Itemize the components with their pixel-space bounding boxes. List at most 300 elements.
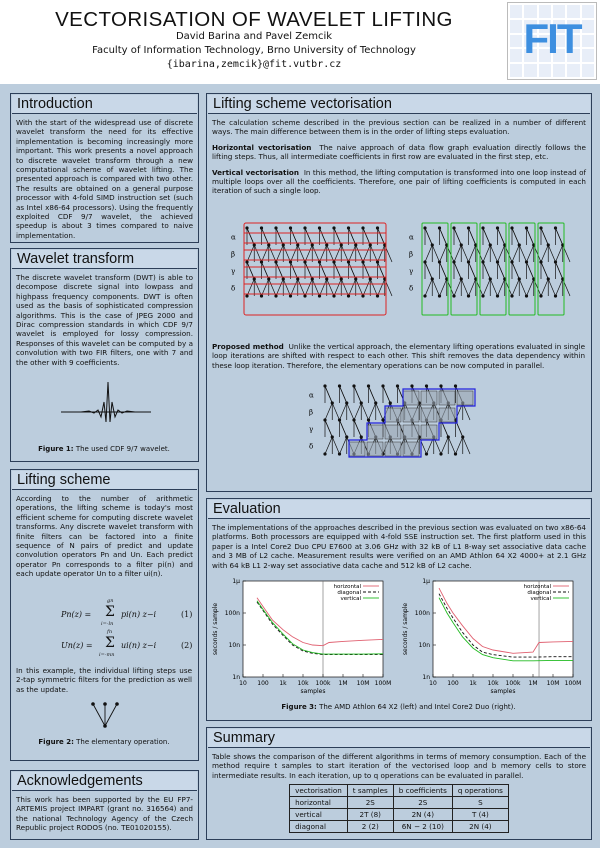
flow-edge (483, 279, 490, 296)
flow-node (431, 277, 434, 280)
table-cell: horizontal (290, 797, 348, 809)
flow-edge (269, 245, 276, 262)
flow-node (554, 260, 557, 263)
proposed-op-cell (457, 391, 473, 405)
flow-edge (276, 228, 283, 245)
flow-edge (276, 262, 283, 279)
flow-edge (325, 403, 332, 420)
flow-edge (454, 279, 461, 296)
flow-node (260, 260, 263, 263)
flow-edge (440, 279, 447, 296)
flow-edge (291, 279, 298, 296)
flow-edge (512, 245, 519, 262)
flow-node (331, 401, 334, 404)
flow-edge (527, 279, 534, 296)
flow-node (367, 384, 370, 387)
proposed-op-cell (439, 408, 455, 422)
flow-node (318, 294, 321, 297)
introduction-section (10, 93, 199, 243)
flow-edge (363, 228, 370, 245)
table-cell: S (452, 797, 508, 809)
flow-edge (370, 279, 377, 296)
figure-2-caption: Figure 2: The elementary operation. (38, 738, 170, 746)
flow-edge (340, 420, 347, 437)
flow-node (389, 401, 392, 404)
step-label: β (231, 250, 236, 259)
flow-edge (334, 228, 341, 245)
flow-node (323, 384, 326, 387)
flow-edge (541, 245, 548, 262)
proposed-op-cell (385, 425, 401, 439)
table-cell: T (4) (452, 809, 508, 821)
wavelet-curve (61, 382, 151, 422)
flow-edge (262, 262, 269, 279)
flow-edge (341, 279, 348, 296)
flow-edge (556, 262, 563, 279)
step-label: γ (409, 267, 414, 276)
wavelet-transform-text: The discrete wavelet transform (DWT) is able to decompose discrete signal into lowpass and highpass frequency components. DWT is often used as the basis of sophisticated compression algorithms. This is the case of JPEG 2000 and Dirac compression standards in which CDF 9/7 wavelet is employed for lossy compression. Responses of this wavelet can be computed by a convolution with two FIR filters, one with 7 and the other with 9 coefficients. (16, 273, 193, 367)
flow-edge (440, 228, 447, 245)
flow-node (525, 260, 528, 263)
chart-amd (209, 575, 395, 695)
flow-edge (370, 245, 377, 262)
flow-edge (305, 279, 312, 296)
table-cell: 2N (4) (452, 821, 508, 833)
flow-node (547, 243, 550, 246)
flow-node (347, 226, 350, 229)
y-tick-label: 1µ (422, 578, 430, 585)
flow-node (554, 226, 557, 229)
y-axis-label: seconds / sample (402, 602, 409, 656)
flow-edge (425, 279, 432, 296)
legend-label: vertical (530, 596, 551, 602)
flow-node (438, 226, 441, 229)
flow-node (369, 277, 372, 280)
horizontal-vectorisation-para: Horizontal vectorisation The naive approach of data flow graph evaluation directly follows the lifting steps. Thus, all intermediate coefficients in first row are evaluated in the first step, etc. (212, 142, 586, 162)
table-header: vectorisation (290, 785, 348, 797)
flow-edge (312, 279, 319, 296)
flow-edge (363, 245, 370, 262)
flow-edge (247, 228, 254, 245)
flow-edge (483, 228, 490, 245)
flow-node (267, 243, 270, 246)
introduction-heading: Introduction (12, 95, 197, 114)
summary-heading: Summary (208, 729, 590, 748)
flow-edge (378, 262, 385, 279)
flow-edge (305, 245, 312, 262)
lifting-scheme-text-2: In this example, the individual lifting steps use 2-tap symmetric filters for the prediction as well as the update. (16, 666, 192, 694)
flow-node (525, 294, 528, 297)
flow-node (260, 294, 263, 297)
flow-edge (340, 437, 347, 454)
flow-edge (262, 228, 269, 245)
vertical-iteration-box (422, 223, 448, 315)
flow-node (331, 435, 334, 438)
flow-edge (254, 279, 261, 296)
acknowledgements-section (10, 770, 199, 840)
flow-node (452, 294, 455, 297)
table-row (290, 809, 509, 821)
flow-edge (283, 279, 290, 296)
flow-edge (354, 420, 361, 437)
equation-1: Pn(z) = gn Σ i=-ln pi(n) z−i (1) (61, 598, 193, 627)
flow-node (345, 435, 348, 438)
vertical-iteration-box (480, 223, 506, 315)
step-label: γ (309, 425, 314, 434)
flow-node (510, 226, 513, 229)
flow-node (360, 435, 363, 438)
flow-edge (305, 262, 312, 279)
table-cell: 2T (8) (347, 809, 393, 821)
flow-edge (519, 279, 526, 296)
flow-node (274, 294, 277, 297)
flow-edge (340, 403, 347, 420)
flow-node (438, 260, 441, 263)
flow-node (447, 435, 450, 438)
flow-edge (356, 245, 363, 262)
flow-node (260, 226, 263, 229)
x-tick-label: 1k (469, 680, 477, 687)
y-tick-label: 1n (232, 674, 240, 681)
table-header: b coefficients (393, 785, 452, 797)
flow-edge (432, 279, 439, 296)
flow-node (282, 277, 285, 280)
evaluation-heading: Evaluation (208, 500, 590, 519)
flow-node (303, 226, 306, 229)
flow-edge (425, 245, 432, 262)
x-tick-label: 100k (505, 680, 521, 687)
lifting-scheme-section (10, 469, 199, 761)
horizontal-vertical-diagrams (207, 220, 590, 328)
flow-edge (498, 245, 505, 262)
proposed-method-diagram (207, 380, 590, 488)
step-label: δ (409, 284, 414, 293)
step-label: α (231, 233, 236, 242)
legend-label: diagonal (527, 590, 551, 596)
flow-edge (332, 403, 339, 420)
flow-node (345, 401, 348, 404)
y-tick-label: 100n (224, 610, 240, 617)
flow-edge (519, 245, 526, 262)
flow-node (525, 226, 528, 229)
step-label: β (309, 408, 314, 417)
table-cell: 2S (393, 797, 452, 809)
chart-intel (399, 575, 585, 695)
introduction-text: With the start of the widespread use of discrete wavelet transform the need for its effective implementation is becoming increasingly more important. This work presents a novel approach to discrete wavelet transform through a new computational scheme of wavelet lifting. The presented approach is compared with two other. The results are obtained on a general purpose processor with 4-fold SIMD instruction set (such as Intel x86-64 processors). Using the frequently exploited CDF 9/7 wavelet, the achieved speedup is about 3 times compared to naive implementation. (16, 118, 193, 240)
flow-edge (354, 386, 361, 403)
table-header-row (290, 785, 509, 797)
flow-edge (541, 279, 548, 296)
flow-edge (383, 386, 390, 403)
flow-node (461, 435, 464, 438)
proposed-op-cell (403, 425, 419, 439)
flow-node (311, 277, 314, 280)
proposed-op-cell (439, 391, 455, 405)
flow-edge (461, 245, 468, 262)
flow-edge (341, 245, 348, 262)
flow-edge (378, 279, 385, 296)
acknowledgements-text: This work has been supported by the EU FP7-ARTEMIS project IMPART (grant no. 316564) and the national Technology Agency of the Czech Republic project RODOS (no. TE01020155). (16, 795, 193, 833)
flow-edge (512, 262, 519, 279)
flow-node (423, 294, 426, 297)
proposed-op-cell (403, 391, 419, 405)
flow-node (352, 418, 355, 421)
flow-edge (363, 279, 370, 296)
flow-node (352, 384, 355, 387)
flow-node (481, 260, 484, 263)
flow-node (340, 243, 343, 246)
flow-node (460, 243, 463, 246)
flow-node (354, 243, 357, 246)
flow-node (369, 243, 372, 246)
flow-edge (320, 245, 327, 262)
flow-edge (325, 386, 332, 403)
x-tick-label: 100 (257, 680, 269, 687)
table-header: t samples (347, 785, 393, 797)
email: {ibarina,zemcik}@fit.vutbr.cz (166, 59, 342, 70)
vectorisation-intro: The calculation scheme described in the previous section can be realized in a number of different ways. The main difference between them is in the order of lifting steps evaluation. (212, 118, 586, 137)
flow-node (245, 260, 248, 263)
flow-edge (262, 245, 269, 262)
flow-node (376, 294, 379, 297)
table-cell: 2S (347, 797, 393, 809)
flow-node (338, 418, 341, 421)
affiliation: Faculty of Information Technology, Brno University of Technology (92, 45, 416, 56)
flow-edge (320, 262, 327, 279)
flow-node (467, 226, 470, 229)
flow-node (510, 260, 513, 263)
legend-label: vertical (340, 596, 361, 602)
flow-edge (469, 228, 476, 245)
y-tick-label: 10n (418, 642, 430, 649)
flow-edge (327, 279, 334, 296)
proposed-op-cell (403, 442, 419, 456)
flow-edge (498, 262, 505, 279)
lifting-scheme-text: According to the number of arithmetic operations, the lifting scheme is today's most efficient scheme for computing discrete wavelet transforms. Any discrete wavelet transform with finite filters can be factored into a finite sequence of N pairs of predict and update convolution operators Pn and Un. Each predict operator Pn corresponds to a filter pi(n) and each update operator Un to a filter ui(n). (16, 494, 193, 579)
flow-node (318, 226, 321, 229)
x-tick-label: 10k (297, 680, 309, 687)
flow-edge (369, 386, 376, 403)
flow-node (539, 294, 542, 297)
flow-edge (512, 228, 519, 245)
flow-edge (441, 437, 448, 454)
flow-edge (349, 228, 356, 245)
flow-node (332, 260, 335, 263)
flow-node (425, 384, 428, 387)
step-label: α (409, 233, 414, 242)
flow-edge (247, 245, 254, 262)
flow-edge (548, 279, 555, 296)
flow-edge (490, 279, 497, 296)
wavelet-transform-section (10, 248, 199, 462)
flow-node (518, 243, 521, 246)
flow-edge (369, 403, 376, 420)
flow-edge (269, 279, 276, 296)
flow-node (438, 294, 441, 297)
flow-edge (454, 262, 461, 279)
y-axis-label: seconds / sample (212, 602, 219, 656)
table-cell: 6N − 2 (10) (393, 821, 452, 833)
flow-node (282, 243, 285, 246)
flow-edge (356, 279, 363, 296)
flow-node (274, 260, 277, 263)
y-tick-label: 1µ (232, 578, 240, 585)
flow-edge (541, 228, 548, 245)
flow-edge (456, 437, 463, 454)
flow-edge (469, 279, 476, 296)
fit-logo (507, 2, 597, 80)
flow-node (452, 226, 455, 229)
flow-edge (483, 262, 490, 279)
vertical-iteration-box (538, 223, 564, 315)
flow-node (439, 384, 442, 387)
flow-edge (527, 228, 534, 245)
flow-node (454, 452, 457, 455)
flow-node (325, 243, 328, 246)
flow-node (338, 452, 341, 455)
flow-node (318, 260, 321, 263)
table-cell: 2 (2) (347, 821, 393, 833)
x-tick-label: 100M (374, 680, 392, 687)
poster-header (0, 0, 600, 84)
flow-edge (363, 262, 370, 279)
flow-node (245, 226, 248, 229)
vertical-iteration-box (451, 223, 477, 315)
flow-node (423, 226, 426, 229)
flow-node (518, 277, 521, 280)
flow-edge (454, 228, 461, 245)
flow-edge (327, 245, 334, 262)
flow-node (361, 226, 364, 229)
flow-node (489, 277, 492, 280)
table-row (290, 821, 509, 833)
flow-edge (305, 228, 312, 245)
flow-node (539, 260, 542, 263)
evaluation-text: The implementations of the approaches described in the previous section was evaluated on two x86-64 platforms. Both processors are equipped with 4-fold SSE instruction set. The first platform used in this paper is a Intel Core2 Duo CPU E7600 at 3.06 GHz with 32 kB of L1 8-way set associative data cache and 3 MB of L2 cache. Measurement results were verified on an AMD Athlon 64 X2 4000+ at 2.1 GHz with 64 kB L1 2-way set associative data cache and 512 kB of L2 cache. (212, 523, 586, 570)
x-axis-label: samples (490, 688, 516, 695)
flow-edge (448, 437, 455, 454)
flow-edge (276, 245, 283, 262)
evaluation-section (206, 498, 592, 721)
wavelet-transform-heading: Wavelet transform (12, 250, 197, 269)
flow-node (496, 226, 499, 229)
flow-edge (378, 228, 385, 245)
flow-edge (312, 245, 319, 262)
vectorisation-section (206, 93, 592, 492)
flow-edge (298, 245, 305, 262)
x-tick-label: 10 (429, 680, 437, 687)
flow-node (267, 277, 270, 280)
flow-node (354, 277, 357, 280)
flow-node (303, 260, 306, 263)
proposed-op-cell (367, 425, 383, 439)
flow-edge (349, 262, 356, 279)
flow-edge (247, 262, 254, 279)
flow-node (452, 260, 455, 263)
horizontal-step-box (244, 267, 386, 277)
flow-edge (291, 245, 298, 262)
flow-node (496, 260, 499, 263)
flow-node (481, 226, 484, 229)
plot-area (433, 581, 573, 677)
flow-edge (527, 245, 534, 262)
flow-node (289, 226, 292, 229)
table-row (290, 797, 509, 809)
flow-edge (556, 279, 563, 296)
proposed-method-para: Proposed method Unlike the vertical approach, the elementary lifting operations evaluated in single loop iterations are shifted with respect to each other. This shift removes the data dependency within these loop iteration. Therefore, the elementary operations can be now computed in parallel. (212, 342, 585, 370)
figure-3-caption: Figure 3: The AMD Athlon 64 X2 (left) and Intel Core2 Duo (right). (281, 703, 516, 711)
flow-node (431, 243, 434, 246)
flow-node (554, 294, 557, 297)
flow-edge (334, 279, 341, 296)
flow-edge (349, 245, 356, 262)
flow-edge (291, 262, 298, 279)
flow-edge (425, 262, 432, 279)
step-label: δ (231, 284, 236, 293)
flow-node (489, 243, 492, 246)
flow-node (374, 401, 377, 404)
flow-edge (541, 262, 548, 279)
flow-edge (247, 279, 254, 296)
flow-node (410, 384, 413, 387)
flow-node (367, 418, 370, 421)
vertical-vectorisation-para: Vertical vectorisation In this method, the lifting computation is transformed into one loop instead of multiple loops over all the coefficients. Therefore, one pair of lifting coefficients is computed in each iteration of such a single loop. (212, 167, 586, 196)
proposed-op-cell (385, 442, 401, 456)
flow-node (323, 418, 326, 421)
logo-text: FIT (523, 15, 581, 62)
flow-edge (556, 245, 563, 262)
equation-2: Un(z) = fn Σ i=-mn ui(n) z−i (2) (61, 629, 193, 658)
flow-edge (548, 245, 555, 262)
vectorisation-heading: Lifting scheme vectorisation (208, 95, 590, 114)
y-tick-label: 100n (414, 610, 430, 617)
flow-edge (325, 420, 332, 437)
x-tick-label: 10M (356, 680, 370, 687)
flow-edge (334, 245, 341, 262)
table-cell: vertical (290, 809, 348, 821)
flow-edge (283, 245, 290, 262)
flow-edge (298, 279, 305, 296)
flow-node (253, 277, 256, 280)
flow-edge (498, 228, 505, 245)
table-cell: 2N (4) (393, 809, 452, 821)
flow-edge (378, 245, 385, 262)
step-label: δ (309, 442, 314, 451)
flow-edge (376, 403, 383, 420)
lifting-scheme-heading: Lifting scheme (12, 471, 197, 490)
flow-node (460, 277, 463, 280)
flow-edge (262, 279, 269, 296)
proposed-op-cell (421, 425, 437, 439)
flow-edge (498, 279, 505, 296)
y-tick-label: 1n (422, 674, 430, 681)
authors: David Barina and Pavel Zemcik (175, 31, 333, 42)
summary-text: Table shows the comparison of the different algorithms in terms of memory consumption. Each of the method require t samples to start iteration of the vectorised loop and b memory cells to store intermediate results. In each iteration, up to q operations can be evaluated in parallel. (212, 752, 586, 780)
proposed-op-cell (385, 408, 401, 422)
flow-edge (347, 403, 354, 420)
flow-node (360, 401, 363, 404)
flow-edge (440, 262, 447, 279)
table-cell: diagonal (290, 821, 348, 833)
flow-edge (454, 245, 461, 262)
summary-section (206, 727, 592, 840)
proposed-op-cell (349, 442, 365, 456)
flow-node (347, 260, 350, 263)
flow-edge (325, 437, 332, 454)
x-axis-label: samples (300, 688, 326, 695)
flow-node (311, 243, 314, 246)
step-label: γ (231, 267, 236, 276)
